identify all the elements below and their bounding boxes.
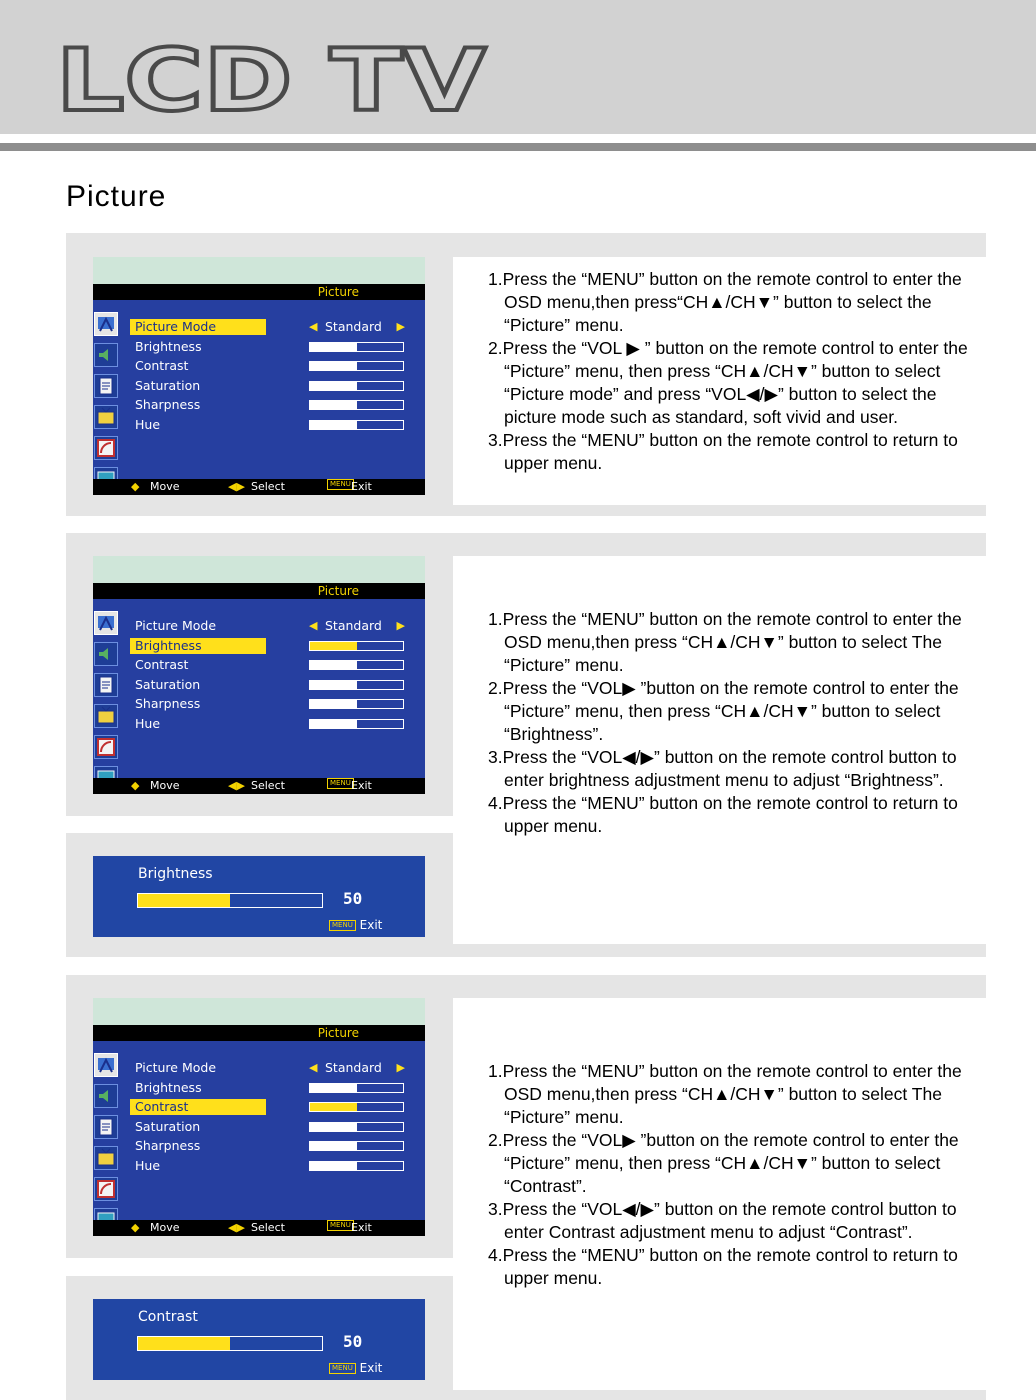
footer-select: Select (251, 480, 285, 493)
adjust-bar (137, 1336, 323, 1351)
osd-menu-item[interactable]: Brightness (130, 638, 266, 654)
level-bar[interactable] (309, 381, 404, 391)
menu-icon: MENU (329, 1363, 356, 1374)
osd-icon-column (93, 1041, 119, 1220)
level-bar[interactable] (309, 641, 404, 651)
osd-menu-item[interactable]: Saturation (135, 676, 201, 692)
contrast-adjust-osd (93, 1299, 425, 1380)
osd-menu-item[interactable]: Saturation (135, 1118, 201, 1134)
move-icon: ◆ (131, 480, 140, 493)
tv-icon[interactable] (94, 1146, 118, 1170)
brightness-adjust-osd (93, 856, 425, 937)
arrow-right-icon[interactable]: ▶ (396, 320, 405, 333)
osd-menu-item[interactable]: Contrast (135, 358, 189, 374)
level-bar[interactable] (309, 420, 404, 430)
clock-icon[interactable] (94, 1177, 118, 1201)
level-bar[interactable] (309, 699, 404, 709)
move-icon: ◆ (131, 1221, 140, 1234)
clock-icon[interactable] (94, 436, 118, 460)
osd-picture-menu (93, 257, 425, 495)
level-bar[interactable] (309, 1102, 404, 1112)
sound-icon[interactable] (94, 343, 118, 367)
picture-mode-value: Standard (325, 319, 382, 334)
adjust-exit: MENU Exit (329, 1361, 382, 1375)
picture-mode-selector[interactable] (309, 319, 405, 335)
osd-icon-column (93, 599, 119, 778)
osd-footer: ◆ Move ◀▶ Select MENU Exit (93, 479, 425, 495)
arrow-left-icon[interactable]: ◀ (309, 1061, 318, 1074)
osd-menu-item[interactable]: Hue (135, 1158, 161, 1173)
osd-top-band (93, 556, 425, 583)
tv-icon[interactable] (94, 405, 118, 429)
footer-select: Select (251, 779, 285, 792)
instruction-step: 1.Press the “MENU” button on the remote control to enter the OSD menu,then press “CH▲/CH▼” button to select The “Picture” menu. (488, 1061, 962, 1127)
select-icon: ◀▶ (228, 480, 245, 493)
osd-menu-item[interactable]: Saturation (135, 377, 201, 393)
level-bar[interactable] (309, 660, 404, 670)
level-bar[interactable] (309, 1161, 404, 1171)
osd-top-band (93, 998, 425, 1025)
picture-icon[interactable] (94, 611, 118, 635)
arrow-right-icon[interactable]: ▶ (396, 1061, 405, 1074)
sound-icon[interactable] (94, 642, 118, 666)
osd-footer: ◆ Move ◀▶ Select MENU Exit (93, 778, 425, 794)
level-bar[interactable] (309, 361, 404, 371)
osd-body (93, 599, 425, 778)
logo-text: LCD TV (56, 44, 487, 116)
instruction-step: 1.Press the “MENU” button on the remote control to enter the OSD menu,then press“CH▲/CH▼” button to select the “Picture” menu. (488, 269, 962, 335)
instruction-step: 1.Press the “MENU” button on the remote control to enter the OSD menu,then press “CH▲/CH▼” button to select The “Picture” menu. (488, 609, 962, 675)
select-icon: ◀▶ (228, 1221, 245, 1234)
instruction-step: 2.Press the “VOL▶ ”button on the remote control to enter the “Picture” menu, then press “CH▲/CH▼” button to select “Brightness”. (488, 678, 959, 744)
osd-menu-item[interactable]: Sharpness (135, 397, 201, 413)
level-bar[interactable] (309, 400, 404, 410)
picture-mode-selector[interactable] (309, 1060, 405, 1076)
page-header (0, 0, 1036, 134)
footer-exit: Exit (351, 1221, 372, 1234)
sound-icon[interactable] (94, 1084, 118, 1108)
osd-title: Picture (93, 583, 425, 599)
tv-icon[interactable] (94, 704, 118, 728)
osd-icon-column (93, 300, 119, 479)
arrow-right-icon[interactable]: ▶ (396, 619, 405, 632)
instruction-step: 3.Press the “VOL◀/▶” button on the remote control button to enter Contrast adjustment menu to adjust “Contrast”. (488, 1199, 957, 1242)
instruction-steps (488, 1060, 988, 1290)
lcd-tv-logo (56, 44, 496, 116)
instruction-step: 4.Press the “MENU” button on the remote control to return to upper menu. (488, 793, 958, 836)
setup-icon[interactable] (94, 673, 118, 697)
osd-body (93, 300, 425, 479)
instruction-step: 2.Press the “VOL ▶ ” button on the remote control to enter the “Picture” menu, then press “CH▲/CH▼” button to select “Picture mode” and press “VOL◀/▶” button to select the picture mode such as standard, soft vivid and user. (488, 338, 968, 427)
footer-select: Select (251, 1221, 285, 1234)
footer-move: Move (150, 1221, 180, 1234)
footer-exit: Exit (351, 779, 372, 792)
header-rule (0, 143, 1036, 151)
osd-menu-item[interactable]: Hue (135, 716, 161, 731)
osd-menu-item[interactable]: Picture Mode (135, 1060, 217, 1075)
picture-mode-value: Standard (325, 618, 382, 633)
footer-move: Move (150, 779, 180, 792)
osd-picture-menu (93, 998, 425, 1236)
osd-footer: ◆ Move ◀▶ Select MENU Exit (93, 1220, 425, 1236)
adjust-label: Contrast (138, 1309, 198, 1325)
footer-move: Move (150, 480, 180, 493)
osd-menu-item[interactable]: Contrast (130, 1099, 266, 1115)
osd-menu-item[interactable]: Picture Mode (135, 618, 217, 633)
picture-mode-selector[interactable] (309, 618, 405, 634)
osd-title: Picture (93, 1025, 425, 1041)
arrow-left-icon[interactable]: ◀ (309, 320, 318, 333)
instruction-step: 4.Press the “MENU” button on the remote control to return to upper menu. (488, 1245, 958, 1288)
adjust-exit: MENU Exit (329, 918, 382, 932)
footer-exit: Exit (351, 480, 372, 493)
picture-icon[interactable] (94, 1053, 118, 1077)
level-bar[interactable] (309, 680, 404, 690)
setup-icon[interactable] (94, 1115, 118, 1139)
instruction-steps (488, 268, 988, 475)
select-icon: ◀▶ (228, 779, 245, 792)
adjust-bar (137, 893, 323, 908)
arrow-left-icon[interactable]: ◀ (309, 619, 318, 632)
osd-menu-item[interactable]: Picture Mode (130, 319, 266, 335)
instruction-step: 2.Press the “VOL▶ ”button on the remote control to enter the “Picture” menu, then press “CH▲/CH▼” button to select “Contrast”. (488, 1130, 959, 1196)
level-bar[interactable] (309, 1141, 404, 1151)
move-icon: ◆ (131, 779, 140, 792)
setup-icon[interactable] (94, 374, 118, 398)
level-bar[interactable] (309, 719, 404, 729)
level-bar[interactable] (309, 1122, 404, 1132)
instruction-step: 3.Press the “MENU” button on the remote control to return to upper menu. (488, 430, 958, 473)
instruction-steps (488, 608, 988, 838)
osd-body (93, 1041, 425, 1220)
osd-title: Picture (93, 284, 425, 300)
osd-menu-item[interactable]: Brightness (135, 1079, 202, 1095)
level-bar[interactable] (309, 1083, 404, 1093)
adjust-label: Brightness (138, 866, 213, 882)
osd-menu-item[interactable]: Sharpness (135, 1138, 201, 1154)
osd-menu-item[interactable]: Contrast (135, 657, 189, 673)
osd-menu-item[interactable]: Hue (135, 417, 161, 432)
picture-mode-value: Standard (325, 1060, 382, 1075)
osd-picture-menu (93, 556, 425, 794)
adjust-value: 50 (343, 1332, 363, 1351)
osd-menu-item[interactable]: Brightness (135, 338, 202, 354)
picture-icon[interactable] (94, 312, 118, 336)
clock-icon[interactable] (94, 735, 118, 759)
adjust-value: 50 (343, 889, 363, 908)
page-title: Picture (66, 180, 167, 213)
instruction-step: 3.Press the “VOL◀/▶” button on the remote control button to enter brightness adjustment menu to adjust “Brightness”. (488, 747, 957, 790)
osd-menu-item[interactable]: Sharpness (135, 696, 201, 712)
osd-top-band (93, 257, 425, 284)
level-bar[interactable] (309, 342, 404, 352)
menu-icon: MENU (329, 920, 356, 931)
